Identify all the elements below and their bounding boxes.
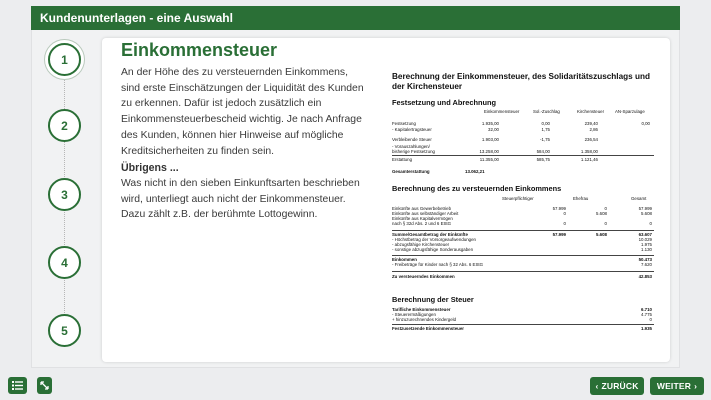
column-header: Gesamt — [631, 196, 647, 201]
cell-value: 5.608 — [596, 232, 607, 237]
page-title: Einkommensteuer — [121, 40, 278, 60]
row-label: Einkommen — [392, 257, 417, 262]
row-label: Verbleibende Steuer — [392, 137, 432, 142]
total-value: 13.062,21 — [465, 169, 485, 174]
divider — [392, 271, 654, 272]
row-label: bisherige Festsetzung — [392, 149, 435, 154]
cell-value: 42.853 — [638, 274, 652, 279]
column-header: Ehefrau — [573, 196, 589, 201]
row-label: Summe/Gesamtbetrag der Einkünfte — [392, 232, 468, 237]
cell-value: 0 — [563, 221, 566, 226]
note-heading: Übrigens ... — [121, 162, 179, 174]
cell-value: 2,86 — [589, 127, 598, 132]
next-button-label: WEITER — [656, 381, 692, 391]
chevron-left-icon: ‹ — [595, 381, 599, 391]
row-label: - abzugsfähige Kirchensteuer — [392, 242, 450, 247]
column-header: Einkommensteuer — [484, 109, 520, 114]
row-label: - Freibeträge für Kinder nach § 32 Abs. 6 EStG — [392, 262, 484, 267]
step-4[interactable]: 4 — [48, 246, 81, 279]
row-label: - Höchstbetrag der Vorsorgeaufwendungen — [392, 237, 476, 242]
row-label: - Vorauszahlungen/ — [392, 144, 430, 149]
row-label: Tarifliche Einkommensteuer — [392, 307, 451, 312]
cell-value: 0 — [649, 317, 652, 322]
intro-paragraph: An der Höhe des zu versteuernden Einkommens, sind erste Einschätzungen der Liquidität des Kunden zu erkennen. Dafür ist jedoch zusätzlich ein Einkommensteuerbescheid wichtig. Je nach Anfrage des Kunden, können hier Hinweise auf mögliche Kreditsicherheiten zu finden sein. — [121, 67, 364, 157]
cell-value: 10.029 — [638, 237, 652, 242]
cell-value: 0 — [604, 206, 607, 211]
expand-icon — [40, 381, 49, 390]
total-label: Gesamterstattung — [392, 169, 430, 174]
cell-value: 1.130 — [641, 247, 652, 252]
cell-value: 1.935 — [641, 326, 652, 331]
row-label: Festsetzung — [392, 121, 416, 126]
cell-value: 13.258,00 — [479, 149, 499, 154]
window-title: Kundenunterlagen - eine Auswahl — [31, 6, 680, 30]
column-header: Steuerpflichtiger — [502, 196, 534, 201]
cell-value: 1,75 — [541, 127, 550, 132]
divider — [392, 230, 654, 231]
cell-value: 11.355,00 — [479, 157, 499, 162]
cell-value: 1.358,00 — [580, 149, 598, 154]
row-label: Festzusetzende Einkommensteuer — [392, 326, 464, 331]
cell-value: 1.121,46 — [580, 157, 598, 162]
row-label: - sonstige abzugsfähige Sonderausgaben — [392, 247, 474, 252]
row-label: - Steuerermäßigungen — [392, 312, 436, 317]
row-label: Einkünfte aus selbständiger Arbeit — [392, 211, 459, 216]
section-heading: Berechnung der Steuer — [392, 295, 474, 304]
back-button[interactable] — [590, 377, 644, 395]
row-label: Zu versteuerndes Einkommen — [392, 274, 455, 279]
note-paragraph: Was nicht in den sieben Einkunftsarten beschrieben wird, unterliegt auch nicht der Einkommensteuer. Dazu zählt z.B. der berühmte Lottogewinn. — [121, 178, 360, 221]
cell-value: 32,00 — [488, 127, 499, 132]
divider — [392, 255, 654, 256]
step-3[interactable]: 3 — [48, 178, 81, 211]
row-label: - Kapitalertragsteuer — [392, 127, 432, 132]
cell-value: 0 — [563, 211, 566, 216]
row-label: nach § 32d Abs. 2 und 6 EStG — [392, 221, 452, 226]
cell-value: 1.975 — [641, 242, 652, 247]
document-title: Berechnung der Einkommensteuer, des Solidaritätszuschlags und der Kirchensteuer — [392, 72, 650, 91]
cell-value: 236,54 — [584, 137, 598, 142]
row-label: + hinzuzurechnendes Kindergeld — [392, 317, 457, 322]
fullscreen-button[interactable] — [37, 377, 52, 394]
cell-value: 1.903,00 — [481, 137, 499, 142]
list-icon — [12, 381, 23, 390]
chevron-right-icon: › — [694, 381, 698, 391]
section-heading: Berechnung des zu versteuernden Einkommens — [392, 184, 562, 193]
cell-value: 6.710 — [641, 307, 652, 312]
step-5[interactable]: 5 — [48, 314, 81, 347]
next-button[interactable] — [650, 377, 704, 395]
tax-document — [386, 66, 660, 352]
cell-value: 239,40 — [584, 121, 598, 126]
column-header: Kirchensteuer — [577, 109, 605, 114]
section-heading: Festsetzung und Abrechnung — [392, 98, 497, 107]
divider — [392, 324, 654, 325]
menu-button[interactable] — [8, 377, 27, 394]
back-button-label: ZURÜCK — [601, 381, 639, 391]
cell-value: -1,75 — [539, 137, 550, 142]
cell-value: 0 — [604, 221, 607, 226]
cell-value: 584,00 — [536, 149, 550, 154]
cell-value: 585,75 — [536, 157, 550, 162]
cell-value: 4.775 — [641, 312, 652, 317]
cell-value: 7.620 — [641, 262, 652, 267]
cell-value: 50.473 — [638, 257, 652, 262]
row-label: Einkünfte aus Kapitalvermögen — [392, 216, 453, 221]
divider — [392, 155, 654, 156]
cell-value: 0,00 — [641, 121, 650, 126]
cell-value: 0 — [649, 221, 652, 226]
cell-value: 63.607 — [638, 232, 652, 237]
row-label: Erstattung — [392, 157, 413, 162]
cell-value: 57.999 — [552, 232, 566, 237]
cell-value: 0,00 — [541, 121, 550, 126]
step-1[interactable]: 1 — [48, 43, 81, 76]
cell-value: 5.608 — [641, 211, 652, 216]
column-header: AN-Sparzulage — [615, 109, 645, 114]
cell-value: 1.935,00 — [481, 121, 499, 126]
step-2[interactable]: 2 — [48, 109, 81, 142]
cell-value: 57.999 — [552, 206, 566, 211]
row-label: Einkünfte aus Gewerbebetrieb — [392, 206, 452, 211]
column-header: Sol.-Zuschlag — [533, 109, 560, 114]
cell-value: 5.608 — [596, 211, 607, 216]
cell-value: 57.999 — [638, 206, 652, 211]
